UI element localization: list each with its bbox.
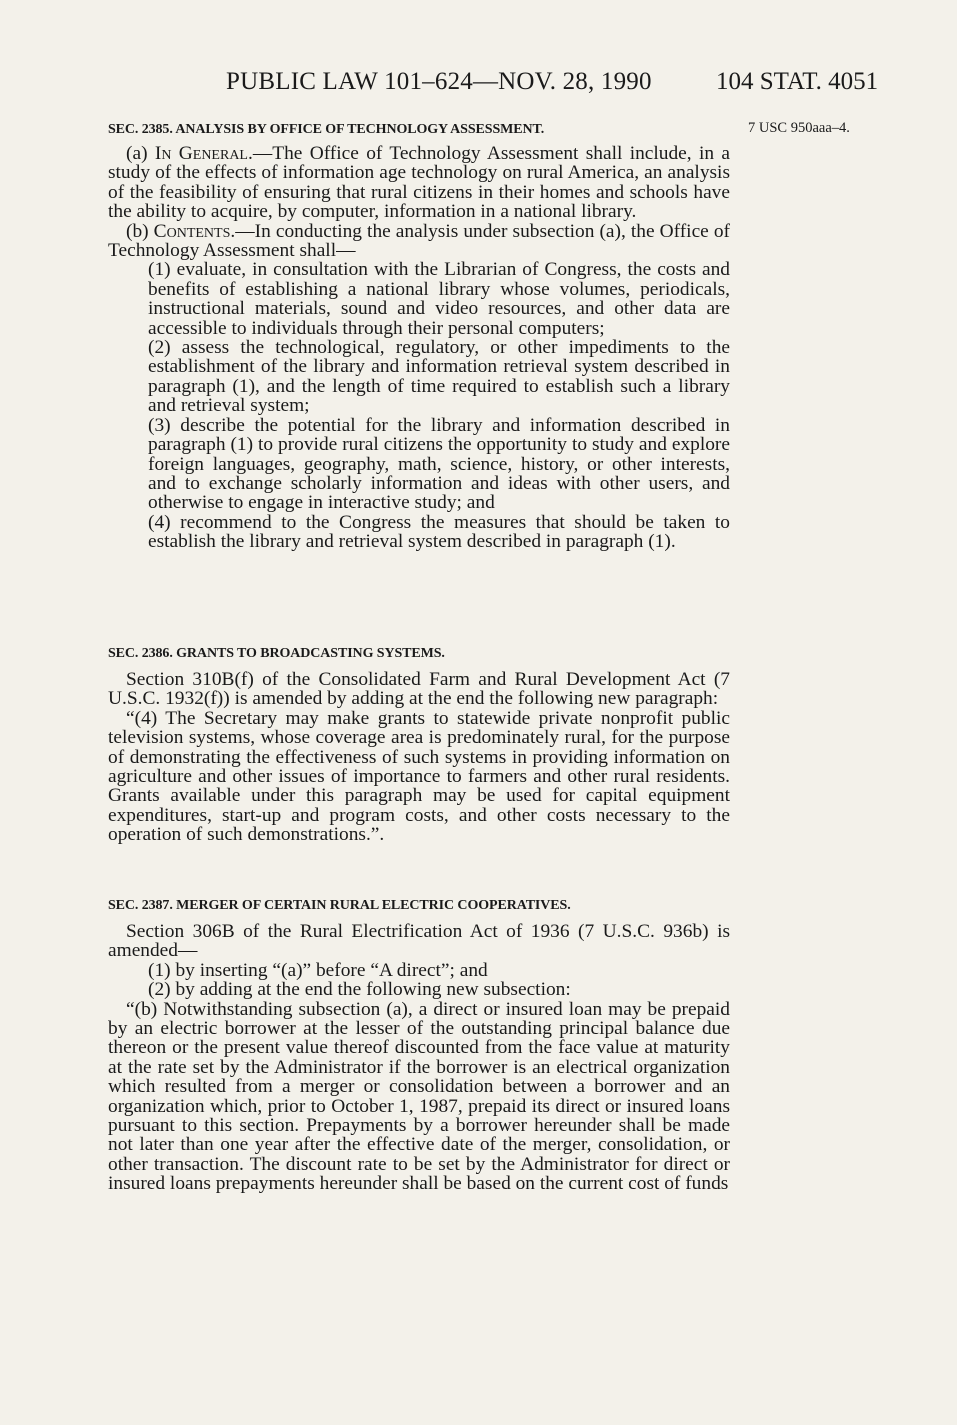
section-2387-item-1: (1) by inserting “(a)” before “A direct”; and bbox=[148, 959, 488, 981]
section-2387-body bbox=[108, 922, 730, 1194]
subsection-a-label: (a) bbox=[126, 143, 155, 164]
paragraph-3: (3) describe the potential for the library and information described in paragraph (1) to provide rural citizens the opportunity to study and explore foreign languages, geography, math, science, history, or other interests, and to exchange scholarly information and ideas with other users, and otherwise to engage in interactive study; and bbox=[148, 414, 730, 514]
subsection-b-label: (b) bbox=[126, 220, 154, 242]
margin-citation: 7 USC 950aaa–4. bbox=[748, 120, 850, 136]
section-2386-quote: “(4) The Secretary may make grants to statewide private nonprofit public television systems, whose coverage area is predominately rural, for the purpose of demonstrating the effectiveness of such systems in providing information on agriculture and other issues of importance to farmers and other rural residents. Grants available under this paragraph may be used for capital equipment expenditures, start-up and program costs, and other costs necessary to the operation of such demonstrations.”. bbox=[108, 707, 730, 846]
subsection-b-text: .—In conducting the analysis under subsection (a), the Office of Technology Assessment shall— bbox=[108, 220, 730, 262]
paragraph-4: (4) recommend to the Congress the measures that should be taken to establish the library and retrieval system described in paragraph (1). bbox=[148, 511, 730, 553]
subsection-a-heading: In General bbox=[154, 143, 248, 164]
section-2386-heading: SEC. 2386. GRANTS TO BROADCASTING SYSTEMS. bbox=[108, 646, 445, 661]
subsection-b-heading: Contents bbox=[153, 220, 231, 242]
section-2387-item-2: (2) by adding at the end the following new subsection: bbox=[148, 979, 571, 1001]
section-2386-body bbox=[108, 670, 730, 845]
page-header-stat: 104 STAT. 4051 bbox=[716, 68, 879, 95]
subsection-a-text: .—The Office of Technology Assessment shall include, in a study of the effects of information age technology on rural America, an analysis of the feasibility of ensuring that rural citizens in their homes and schools have the ability to acquire, by computer, information in a national library. bbox=[108, 143, 730, 223]
section-2387-intro: Section 306B of the Rural Electrification Act of 1936 (7 U.S.C. 936b) is amended— bbox=[108, 921, 730, 962]
section-2387-heading: SEC. 2387. MERGER OF CERTAIN RURAL ELECTRIC COOPERATIVES. bbox=[108, 898, 571, 913]
section-2387-quote: “(b) Notwithstanding subsection (a), a direct or insured loan may be prepaid by an electric borrower at the lesser of the outstanding principal balance due thereon or the present value thereof discounted from the face value at maturity at the rate set by the Administrator if the borrower is an electrical organization which resulted from a merger or consolidation between a borrower and an organization which, prior to October 1, 1987, prepaid its direct or insured loans pursuant to this section. Prepayments by a borrower hereunder shall be made not later than one year after the effective date of the merger, consolidation, or other transaction. The discount rate to be set by the Administrator for direct or insured loans prepayments hereunder shall be based on the current cost of funds bbox=[108, 998, 730, 1195]
paragraph-2: (2) assess the technological, regulatory, or other impediments to the establishment of the library and information retrieval system described in paragraph (1), and the length of time required to establish such a library and retrieval system; bbox=[148, 337, 730, 417]
subsection-a bbox=[108, 144, 730, 222]
page-header-title: PUBLIC LAW 101–624—NOV. 28, 1990 bbox=[226, 68, 652, 95]
section-2385-heading: SEC. 2385. ANALYSIS BY OFFICE OF TECHNOLOGY ASSESSMENT. bbox=[108, 122, 545, 137]
paragraph-1: (1) evaluate, in consultation with the Librarian of Congress, the costs and benefits of establishing a national library whose volumes, periodicals, instructional materials, sound and video resources, and other data are accessible to individuals through their personal computers; bbox=[148, 259, 730, 339]
section-2386-intro: Section 310B(f) of the Consolidated Farm and Rural Development Act (7 U.S.C. 1932(f)) is amended by adding at the end the following new paragraph: bbox=[108, 669, 730, 710]
section-2385-body bbox=[108, 144, 730, 552]
subsection-b bbox=[108, 222, 730, 261]
